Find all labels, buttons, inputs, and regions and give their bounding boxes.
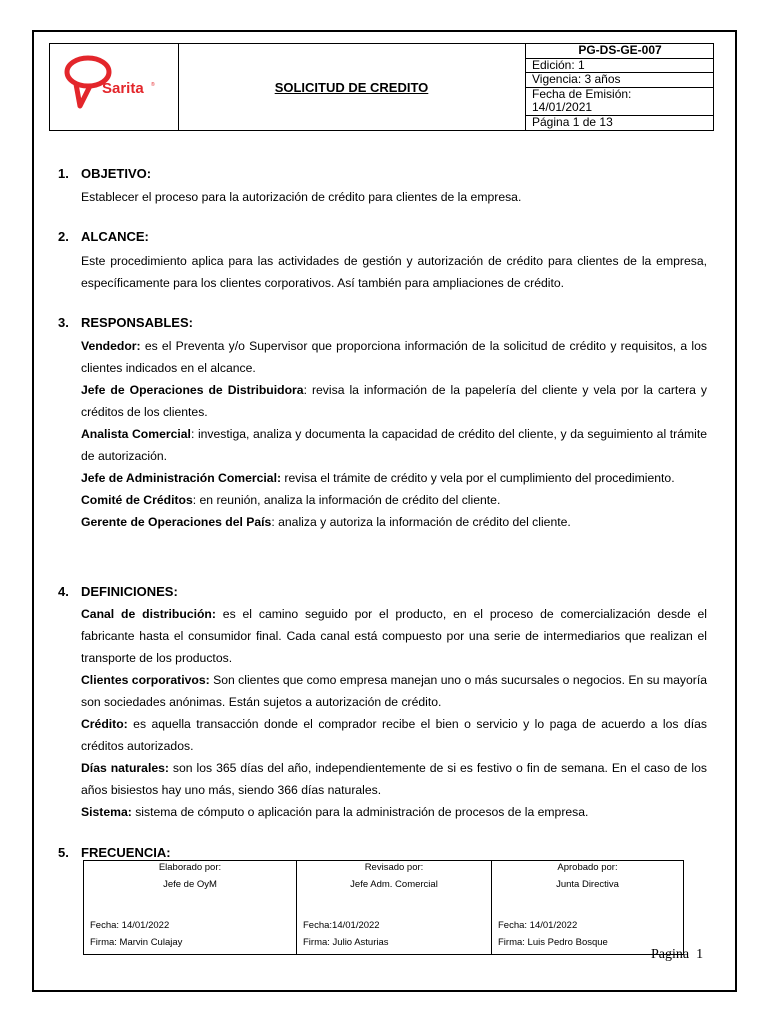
term: Comité de Créditos — [81, 493, 193, 507]
signature-date: Fecha:14/01/2022 — [303, 920, 380, 931]
definition: : investiga, analiza y documenta la capacidad de crédito del cliente, y da seguimiento al trámite de autorización. — [81, 427, 707, 463]
signature-signer: Firma: Julio Asturias — [303, 937, 389, 948]
term: Clientes corporativos: — [81, 673, 210, 687]
section-title: DEFINICIONES: — [81, 584, 178, 599]
objetivo-text: Establecer el proceso para la autorización de crédito para clientes de la empresa. — [81, 190, 522, 204]
section-title: FRECUENCIA: — [81, 845, 171, 860]
list-item — [81, 511, 707, 533]
edition: Edición: 1 — [526, 59, 714, 74]
issue-date-cell — [526, 88, 714, 116]
signature-role: Jefe de OyM — [163, 879, 217, 890]
term: Vendedor: — [81, 339, 141, 353]
signature-cell-aprobado — [492, 861, 683, 954]
signature-role: Jefe Adm. Comercial — [350, 879, 438, 890]
signature-signer: Firma: Marvin Culajay — [90, 937, 183, 948]
svg-text:Sarita: Sarita — [102, 80, 144, 97]
page-footer — [651, 947, 703, 963]
list-item — [81, 713, 707, 757]
list-item — [81, 757, 707, 801]
list-item — [81, 489, 707, 511]
responsables-list — [81, 335, 707, 533]
definition: es el camino seguido por el producto, en el proceso de comercialización desde el fabricante hasta el consumidor final. Cada canal está compuesto por una serie de intermediarios que realizan el transporte de los productos. — [81, 607, 707, 665]
signature-role: Junta Directiva — [556, 879, 619, 890]
section-title: OBJETIVO: — [81, 166, 152, 181]
signature-table — [83, 860, 684, 955]
svg-text:®: ® — [151, 82, 155, 88]
signature-cell-revisado — [297, 861, 492, 954]
validity: Vigencia: 3 años — [526, 73, 714, 88]
signature-date: Fecha: 14/01/2022 — [498, 920, 578, 931]
issue-label: Fecha de Emisión: — [532, 86, 632, 101]
definition: es el Preventa y/o Supervisor que proporciona información de la solicitud de crédito y requisitos, a los clientes indicados en el alcance. — [81, 339, 707, 375]
section-responsables-heading — [58, 315, 193, 330]
document-header — [49, 43, 714, 131]
definition: Son clientes que como empresa manejan uno o más sucursales o negocios. En su mayoría son sociedades anónimas. Están sujetos a autorización de crédito. — [81, 673, 707, 709]
definition: es aquella transacción donde el comprador recibe el bien o servicio y lo paga de acuerdo a los días créditos autorizados. — [81, 717, 707, 753]
section-number: 2. — [58, 229, 69, 244]
list-item — [81, 467, 707, 489]
page-count: Página 1 de 13 — [532, 114, 613, 129]
definition: son los 365 días del año, independientemente de si es festivo o fin de semana. En el caso de los años bisiestos hay uno más, siendo 366 días naturales. — [81, 761, 707, 797]
term: Jefe de Administración Comercial: — [81, 471, 282, 485]
list-item — [81, 801, 707, 823]
document-meta — [525, 44, 714, 130]
list-item — [81, 379, 707, 423]
term: Gerente de Operaciones del País — [81, 515, 272, 529]
term: Jefe de Operaciones de Distribuidora — [81, 383, 304, 397]
list-item — [81, 669, 707, 713]
signature-date: Fecha: 14/01/2022 — [90, 920, 170, 931]
definition: : analiza y autoriza la información de crédito del cliente. — [271, 515, 571, 529]
section-definiciones-heading — [58, 584, 178, 599]
definition: revisa el trámite de crédito y vela por el cumplimiento del procedimiento. — [281, 471, 675, 485]
section-number: 1. — [58, 166, 69, 181]
term: Días naturales: — [81, 761, 169, 775]
document-code: PG-DS-GE-007 — [526, 44, 714, 59]
section-alcance-heading — [58, 229, 149, 244]
section-number: 3. — [58, 315, 69, 330]
section-number: 4. — [58, 584, 69, 599]
definition: : revisa la información de la papelería del cliente y vela por la cartera y créditos de los clientes. — [81, 383, 708, 419]
term: Crédito: — [81, 717, 128, 731]
section-frecuencia-heading — [58, 845, 171, 860]
company-logo — [50, 44, 179, 130]
signature-signer: Firma: Luis Pedro Bosque — [498, 937, 608, 948]
section-title: ALCANCE: — [81, 229, 149, 244]
footer-label: Pagina — [651, 947, 690, 962]
signature-heading: Revisado por: — [364, 862, 424, 873]
section-objetivo-heading — [58, 166, 151, 181]
sarita-logo-icon — [50, 44, 178, 130]
definiciones-list — [81, 603, 707, 823]
alcance-text: Este procedimiento aplica para las actividades de gestión y autorización de crédito para clientes de la empresa, específicamente para los clientes corporativos. Así también para ampliaciones de crédito. — [81, 254, 707, 290]
list-item — [81, 335, 707, 379]
term: Analista Comercial — [81, 427, 191, 441]
list-item — [81, 423, 707, 467]
list-item — [81, 603, 707, 669]
title-text: SOLICITUD DE CREDITO — [274, 79, 429, 95]
section-number: 5. — [58, 845, 69, 860]
term: Canal de distribución: — [81, 607, 216, 621]
definition: : en reunión, analiza la información de crédito del cliente. — [192, 493, 501, 507]
issue-date: 14/01/2021 — [532, 100, 593, 115]
section-title: RESPONSABLES: — [81, 315, 193, 330]
signature-heading: Elaborado por: — [158, 862, 222, 873]
signature-heading: Aprobado por: — [557, 862, 618, 873]
footer-page-number: 1 — [696, 947, 704, 962]
term: Sistema: — [81, 805, 132, 819]
signature-cell-elaborado — [84, 861, 297, 954]
definition: sistema de cómputo o aplicación para la administración de procesos de la empresa. — [131, 805, 589, 819]
document-title — [178, 44, 525, 130]
